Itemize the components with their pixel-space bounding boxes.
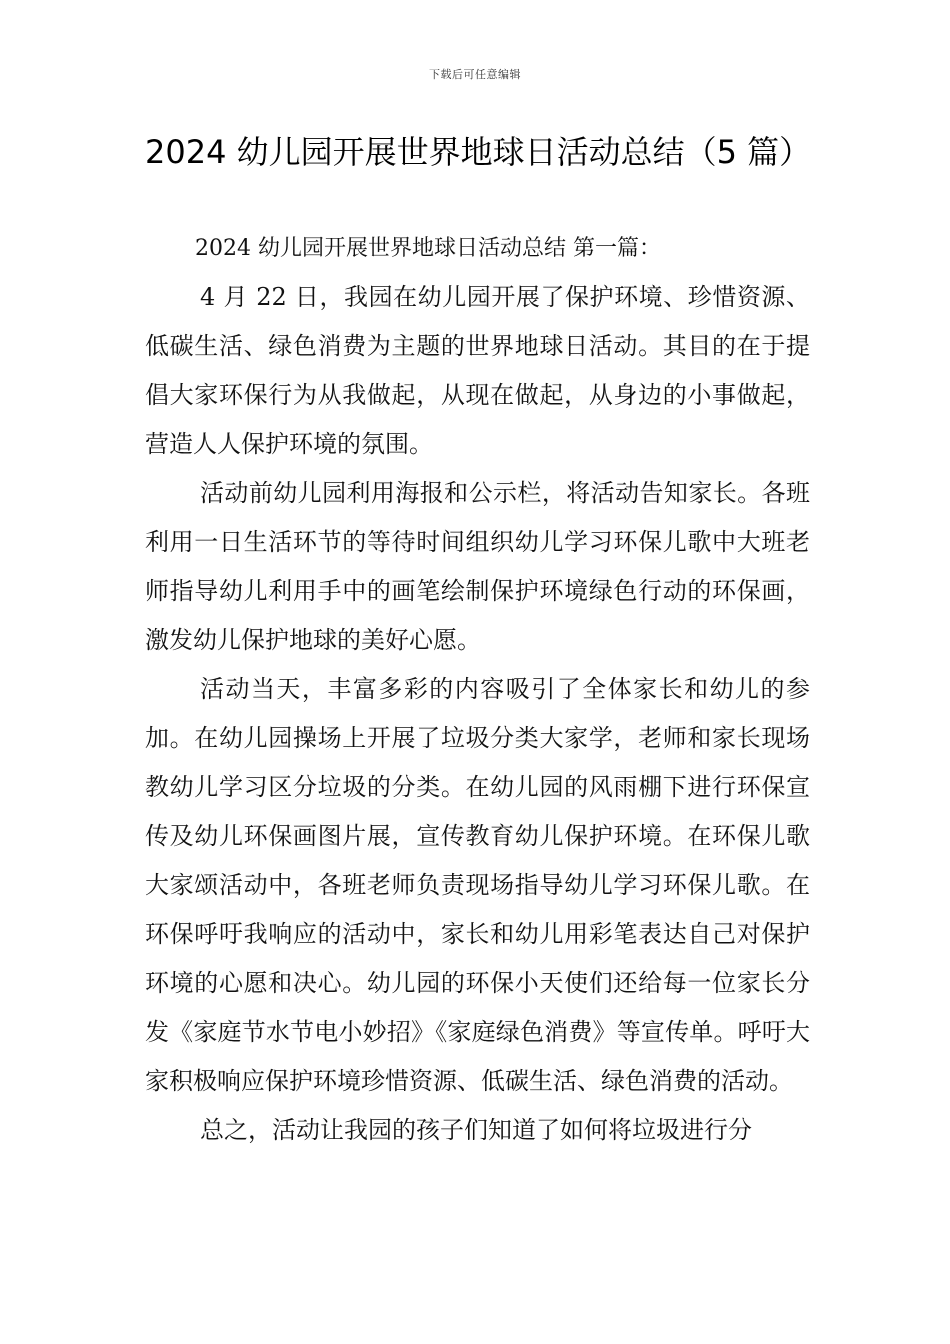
document-body	[145, 224, 810, 1155]
paragraph: 活动前幼儿园利用海报和公示栏，将活动告知家长。各班利用一日生活环节的等待时间组织幼儿学习环保儿歌中大班老师指导幼儿利用手中的画笔绘制保护环境绿色行动的环保画，激发幼儿保护地球的美好心愿。	[145, 479, 810, 654]
document-title: 2024 幼儿园开展世界地球日活动总结（5 篇）	[145, 133, 812, 171]
paragraph: 总之，活动让我园的孩子们知道了如何将垃圾进行分	[200, 1116, 752, 1144]
paragraph: 活动当天，丰富多彩的内容吸引了全体家长和幼儿的参加。在幼儿园操场上开展了垃圾分类大家学，老师和家长现场教幼儿学习区分垃圾的分类。在幼儿园的风雨棚下进行环保宣传及幼儿环保画图片展，宣传教育幼儿保护环境。在环保儿歌大家颂活动中，各班老师负责现场指导幼儿学习环保儿歌。在环保呼吁我响应的活动中，家长和幼儿用彩笔表达自己对保护环境的心愿和决心。幼儿园的环保小天使们还给每一位家长分发《家庭节水节电小妙招》《家庭绿色消费》等宣传单。呼吁大家积极响应保护环境珍惜资源、低碳生活、绿色消费的活动。	[145, 675, 810, 1095]
section-subtitle: 2024 幼儿园开展世界地球日活动总结 第一篇：	[195, 236, 661, 261]
paragraph: 4 月 22 日，我园在幼儿园开展了保护环境、珍惜资源、低碳生活、绿色消费为主题的世界地球日活动。其目的在于提倡大家环保行为从我做起，从现在做起，从身边的小事做起，营造人人保护环境的氛围。	[145, 283, 810, 458]
header-note: 下载后可任意编辑	[429, 68, 521, 81]
